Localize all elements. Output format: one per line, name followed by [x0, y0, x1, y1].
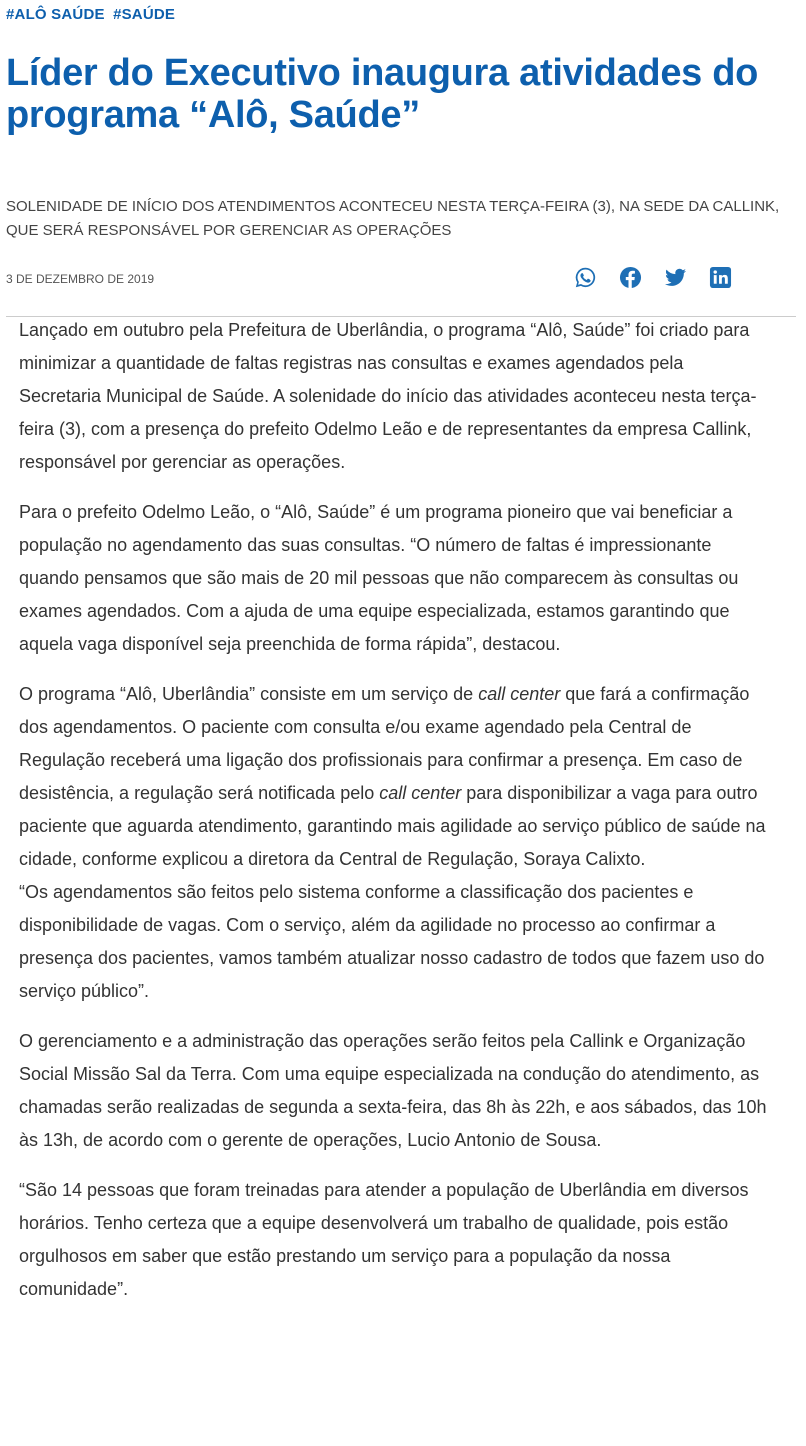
paragraph-text: para disponibilizar a vaga para outro paciente que aguarda atendimento, garantindo mais agilidade ao serviço público de saúde na cidade, conforme explicou a diretora da Central de Regulação, Soraya Calixto. [19, 783, 766, 869]
tag-saude[interactable]: #SAÚDE [113, 6, 176, 23]
twitter-icon[interactable] [664, 266, 687, 289]
article-quote: “Os agendamentos são feitos pelo sistema conforme a classificação dos pacientes e disponibilidade de vagas. Com o serviço, além da agilidade no processo ao confirmar a presença dos pacientes, vamos também atualizar nosso cadastro de todos que fazem uso do serviço público”. [19, 882, 765, 1001]
emphasis-text: call center [478, 684, 561, 704]
share-bar [574, 266, 732, 289]
facebook-icon[interactable] [619, 266, 642, 289]
article-paragraph: Lançado em outubro pela Prefeitura de Uberlândia, o programa “Alô, Saúde” foi criado para minimizar a quantidade de faltas registras nas consultas e exames agendados pela Secretaria Municipal de Saúde. A solenidade do início das atividades aconteceu nesta terça-feira (3), com a presença do prefeito Odelmo Leão e de representantes da empresa Callink, responsável por gerenciar as operações. [19, 320, 757, 472]
article-paragraph: O gerenciamento e a administração das operações serão feitos pela Callink e Organização Social Missão Sal da Terra. Com uma equipe especializada na condução do atendimento, as chamadas serão realizadas de segunda a sexta-feira, das 8h às 22h, e aos sábados, das 10h às 13h, de acordo com o gerente de operações, Lucio Antonio de Sousa. [19, 1031, 767, 1150]
linkedin-icon[interactable] [709, 266, 732, 289]
publish-date: 3 DE DEZEMBRO DE 2019 [6, 272, 155, 286]
article-paragraph: Para o prefeito Odelmo Leão, o “Alô, Saúde” é um programa pioneiro que vai beneficiar a população no agendamento das suas consultas. “O número de faltas é impressionante quando pensamos que são mais de 20 mil pessoas que não comparecem às consultas ou exames agendados. Com a ajuda de uma equipe especializada, estamos garantindo que aquela vaga disponível seja preenchida de forma rápida”, destacou. [19, 502, 739, 654]
article-paragraph [19, 678, 767, 876]
article-subtitle: SOLENIDADE DE INÍCIO DOS ATENDIMENTOS ACONTECEU NESTA TERÇA-FEIRA (3), NA SEDE DA CALLINK, QUE SERÁ RESPONSÁVEL POR GERENCIAR AS OPERAÇÕES [6, 198, 780, 239]
tag-list [6, 6, 179, 23]
emphasis-text: call center [379, 783, 462, 803]
article-headline: Líder do Executivo inaugura atividades do programa “Alô, Saúde” [6, 52, 759, 136]
paragraph-text: O programa “Alô, Uberlândia” consiste em um serviço de [19, 684, 479, 704]
article-quote: “São 14 pessoas que foram treinadas para atender a população de Uberlândia em diversos horários. Tenho certeza que a equipe desenvolverá um trabalho de qualidade, pois estão orgulhosos em saber que estão prestando um serviço para a população da nossa comunidade”. [19, 1180, 749, 1299]
article-body [19, 314, 767, 1323]
paragraph-text: que fará a confirmação dos agendamentos. O paciente com consulta e/ou exame agendado pela Central de Regulação receberá uma ligação dos profissionais para confirmar a presença. Em caso de desistência, a regulação será notificada pelo [19, 684, 750, 803]
whatsapp-icon[interactable] [574, 266, 597, 289]
tag-alo-saude[interactable]: #ALÔ SAÚDE [6, 6, 105, 23]
